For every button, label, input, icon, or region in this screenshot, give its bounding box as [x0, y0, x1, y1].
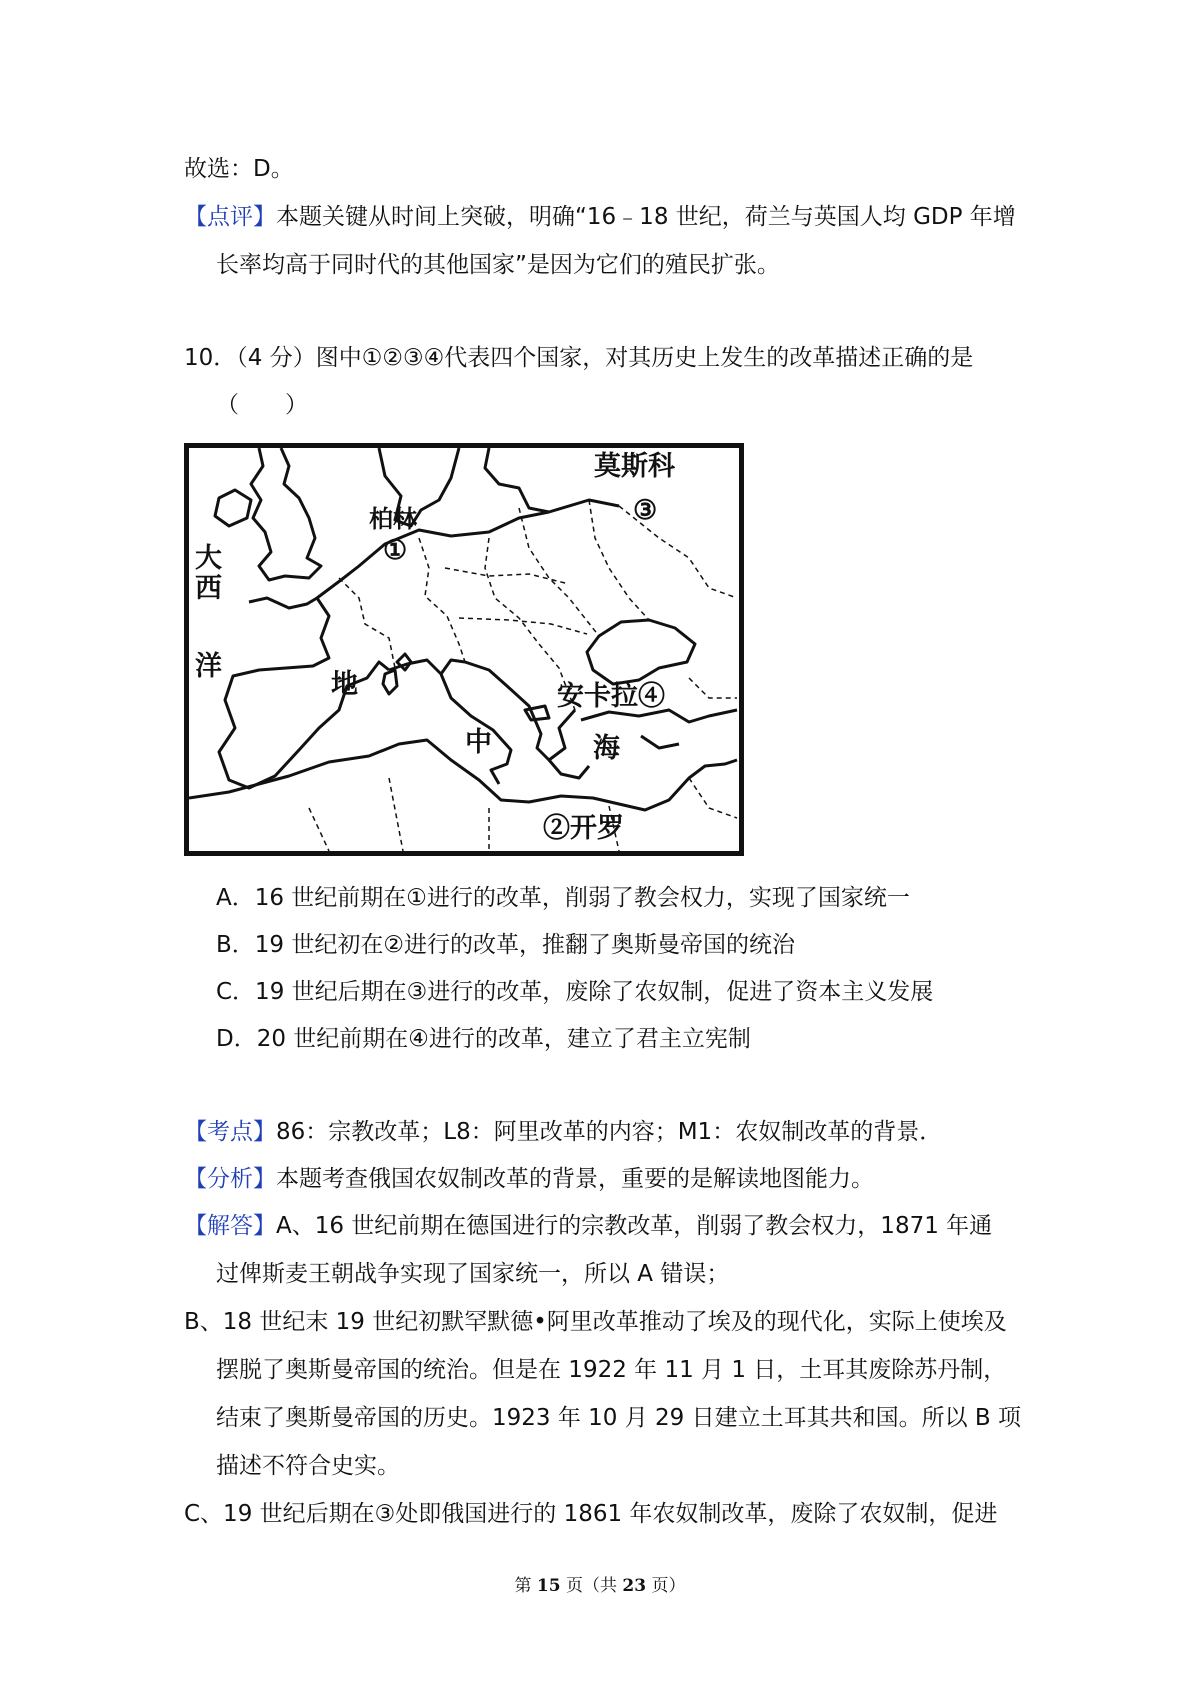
atlantic-char-1: 大	[195, 543, 222, 574]
footer-page-number: 15	[536, 1576, 561, 1596]
comment-text-1: 本题关键从时间上突破，明确“16﹣18 世纪，荷兰与英国人均 GDP 年增	[276, 204, 1016, 230]
cairo-label: ②开罗	[543, 813, 624, 844]
answer-line: 故选：D。	[184, 156, 294, 182]
jieda-text-1: A、16 世纪前期在德国进行的宗教改革，削弱了教会权力，1871 年通	[276, 1213, 993, 1239]
kaodian-tag: 【考点】	[184, 1119, 276, 1145]
fenxi-line	[184, 1164, 874, 1194]
option-a: A．16 世纪前期在①进行的改革，削弱了教会权力，实现了国家统一	[216, 885, 910, 911]
footer-total-pages: 23	[622, 1576, 647, 1596]
mediterranean-char-3: 海	[593, 733, 620, 764]
europe-map	[184, 443, 744, 856]
page-footer	[0, 1574, 1200, 1598]
comment-tag: 【点评】	[184, 204, 276, 230]
jieda-line-2: 过俾斯麦王朝战争实现了国家统一，所以 A 错误；	[216, 1261, 730, 1287]
fenxi-text: 本题考查俄国农奴制改革的背景，重要的是解读地图能力。	[276, 1166, 874, 1192]
option-c: C．19 世纪后期在③进行的改革，废除了农奴制，促进了资本主义发展	[216, 979, 934, 1005]
question-stem: 10．（4 分）图中①②③④代表四个国家，对其历史上发生的改革描述正确的是	[184, 345, 974, 371]
berlin-label: 柏林	[369, 504, 417, 533]
comment-line-2: 长率均高于同时代的其他国家”是因为它们的殖民扩张。	[216, 252, 780, 278]
kaodian-text: 86：宗教改革；L8：阿里改革的内容；M1：农奴制改革的背景．	[276, 1119, 943, 1145]
answer-c-line-1: C、19 世纪后期在③处即俄国进行的 1861 年农奴制改革，废除了农奴制，促进	[184, 1501, 998, 1527]
kaodian-line	[184, 1117, 942, 1147]
marker-1: ①	[383, 535, 408, 566]
answer-b-line-3: 结束了奥斯曼帝国的历史。1923 年 10 月 29 日建立土耳其共和国。所以 B 项	[216, 1405, 1022, 1431]
ankara-label: 安卡拉④	[557, 681, 665, 712]
option-b: B．19 世纪初在②进行的改革，推翻了奥斯曼帝国的统治	[216, 932, 795, 958]
marker-3: ③	[633, 495, 658, 526]
answer-b-line-1: B、18 世纪末 19 世纪初默罕默德•阿里改革推动了埃及的现代化，实际上使埃及	[184, 1309, 1007, 1335]
jieda-tag: 【解答】	[184, 1213, 276, 1239]
footer-pre: 第	[514, 1576, 532, 1596]
jieda-line-1	[184, 1211, 992, 1241]
option-d: D．20 世纪前期在④进行的改革，建立了君主立宪制	[216, 1026, 751, 1052]
comment-line-1	[184, 202, 1016, 232]
atlantic-char-2: 西	[195, 573, 222, 604]
footer-mid: 页（共	[566, 1576, 617, 1596]
atlantic-char-3: 洋	[195, 651, 222, 682]
answer-b-line-4: 描述不符合史实。	[216, 1453, 400, 1479]
moscow-label: 莫斯科	[594, 451, 675, 482]
answer-b-line-2: 摆脱了奥斯曼帝国的统治。但是在 1922 年 11 月 1 日，土耳其废除苏丹制，	[216, 1357, 1007, 1383]
question-blank: （ ）	[216, 392, 308, 418]
mediterranean-char-2: 中	[465, 727, 492, 758]
fenxi-tag: 【分析】	[184, 1166, 276, 1192]
footer-post: 页）	[651, 1576, 686, 1596]
mediterranean-char-1: 地	[331, 669, 358, 700]
